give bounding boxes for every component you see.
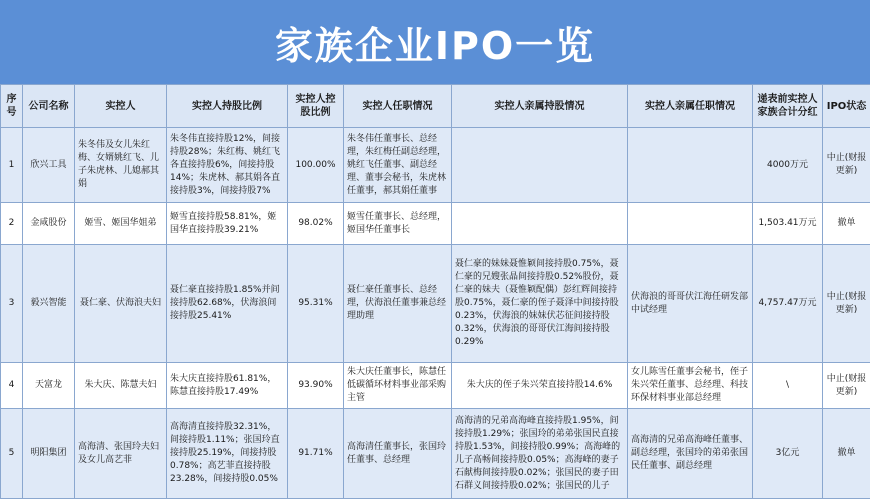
row-company: 欣兴工具 — [23, 128, 75, 203]
row-positions: 朱冬伟任董事长、总经理，朱红梅任副总经理，姚红飞任董事、副总经理、董事会秘书，朱虎林任董事，郝其娟任董事 — [344, 128, 452, 203]
row-relatives-positions: 高海清的兄弟高海峰任董事、副总经理，张国玲的弟弟张国民任董事、副总经理 — [628, 409, 753, 499]
row-controller: 朱大庆、陈慧夫妇 — [75, 363, 167, 409]
row-control-ratio: 95.31% — [288, 245, 344, 363]
row-dividends: \ — [753, 363, 823, 409]
row-positions: 聂仁豪任董事长、总经理，伏海浪任董事兼总经理助理 — [344, 245, 452, 363]
row-controller: 姬雪、姬国华姐弟 — [75, 203, 167, 245]
row-relatives-holdings: 高海清的兄弟高海峰直接持股1.95%，间接持股1.29%；张国玲的弟弟张国民直接持股1.53%，间接持股0.99%；高海峰的儿子高畅间接持股0.05%；高海峰的妻子石献梅间接持股0.02%；张国民的妻子田石群义间接持股0.02%；张国民的儿子 — [452, 409, 628, 499]
row-status: 中止(财报更新) — [823, 128, 870, 203]
row-no: 2 — [1, 203, 23, 245]
row-company: 毅兴智能 — [23, 245, 75, 363]
row-dividends: 4,757.47万元 — [753, 245, 823, 363]
row-relatives-holdings: 朱大庆的侄子朱兴荣直接持股14.6% — [452, 363, 628, 409]
row-relatives-positions: 女儿陈雪任董事会秘书，侄子朱兴荣任董事、总经理、科技环保材料事业部总经理 — [628, 363, 753, 409]
row-control-ratio: 93.90% — [288, 363, 344, 409]
header-no: 序号 — [1, 85, 23, 128]
header-dividends: 递表前实控人家族合计分红 — [753, 85, 823, 128]
row-control-ratio: 100.00% — [288, 128, 344, 203]
row-dividends: 1,503.41万元 — [753, 203, 823, 245]
row-status: 中止(财报更新) — [823, 245, 870, 363]
row-controller: 聂仁豪、伏海浪夫妇 — [75, 245, 167, 363]
row-no: 5 — [1, 409, 23, 499]
header-controller: 实控人 — [75, 85, 167, 128]
row-company: 明阳集团 — [23, 409, 75, 499]
header-status: IPO状态 — [823, 85, 870, 128]
row-no: 4 — [1, 363, 23, 409]
table-row — [1, 363, 870, 409]
table-row — [1, 245, 870, 363]
row-status: 撤单 — [823, 409, 870, 499]
row-relatives-holdings — [452, 203, 628, 245]
title-bar — [0, 0, 870, 84]
row-relatives-positions — [628, 128, 753, 203]
row-holding-ratio: 高海清直接持股32.31%，间接持股1.11%；张国玲直接持股25.19%，间接持股0.78%；高艺菲直接持股23.28%，间接持股0.05% — [167, 409, 288, 499]
row-control-ratio: 91.71% — [288, 409, 344, 499]
table-row — [1, 128, 870, 203]
row-status: 中止(财报更新) — [823, 363, 870, 409]
row-holding-ratio: 朱冬伟直接持股12%，间接持股28%；朱红梅、姚红飞各直接持股6%，间接持股14%；朱虎林、郝其娟各直接持股3%，间接持股7% — [167, 128, 288, 203]
row-no: 3 — [1, 245, 23, 363]
row-control-ratio: 98.02% — [288, 203, 344, 245]
row-status: 撤单 — [823, 203, 870, 245]
row-positions: 姬雪任董事长、总经理，姬国华任董事长 — [344, 203, 452, 245]
row-dividends: 4000万元 — [753, 128, 823, 203]
row-company: 天富龙 — [23, 363, 75, 409]
header-company: 公司名称 — [23, 85, 75, 128]
header-positions: 实控人任职情况 — [344, 85, 452, 128]
header-holding-ratio: 实控人持股比例 — [167, 85, 288, 128]
row-relatives-holdings — [452, 128, 628, 203]
row-relatives-positions — [628, 203, 753, 245]
ipo-table — [0, 84, 870, 499]
row-positions: 朱大庆任董事长，陈慧任低碳循环材料事业部采购主管 — [344, 363, 452, 409]
header-control-ratio: 实控人控股比例 — [288, 85, 344, 128]
row-holding-ratio: 姬雪直接持股58.81%，姬国华直接持股39.21% — [167, 203, 288, 245]
row-holding-ratio: 聂仁豪直接持股1.85%并间接持股62.68%，伏海浪间接持股25.41% — [167, 245, 288, 363]
header-row — [1, 85, 870, 128]
header-relatives-positions: 实控人亲属任职情况 — [628, 85, 753, 128]
row-positions: 高海清任董事长，张国玲任董事、总经理 — [344, 409, 452, 499]
page-title: 家族企业IPO一览 — [275, 15, 595, 70]
row-no: 1 — [1, 128, 23, 203]
row-controller: 朱冬伟及女儿朱红梅、女婿姚红飞、儿子朱虎林、儿媳郝其娟 — [75, 128, 167, 203]
table-row — [1, 409, 870, 499]
row-relatives-positions: 伏海浪的哥哥伏江海任研发部中试经理 — [628, 245, 753, 363]
table-row — [1, 203, 870, 245]
row-relatives-holdings: 聂仁豪的妹妹聂惟颖间接持股0.75%，聂仁豪的兄嫂张晶间接持股0.52%股份，聂仁豪的妹夫（聂惟颖配偶）彭红辉间接持股0.75%，聂仁豪的侄子聂泽中间接持股0.23%，伏海浪的妹妹伏芯征间接持股0.32%，伏海浪的哥哥伏江海间接持股0.29% — [452, 245, 628, 363]
row-controller: 高海清、张国玲夫妇及女儿高艺菲 — [75, 409, 167, 499]
row-company: 金咸股份 — [23, 203, 75, 245]
header-relatives-holdings: 实控人亲属持股情况 — [452, 85, 628, 128]
row-holding-ratio: 朱大庆直接持股61.81%，陈慧直接持股17.49% — [167, 363, 288, 409]
row-dividends: 3亿元 — [753, 409, 823, 499]
